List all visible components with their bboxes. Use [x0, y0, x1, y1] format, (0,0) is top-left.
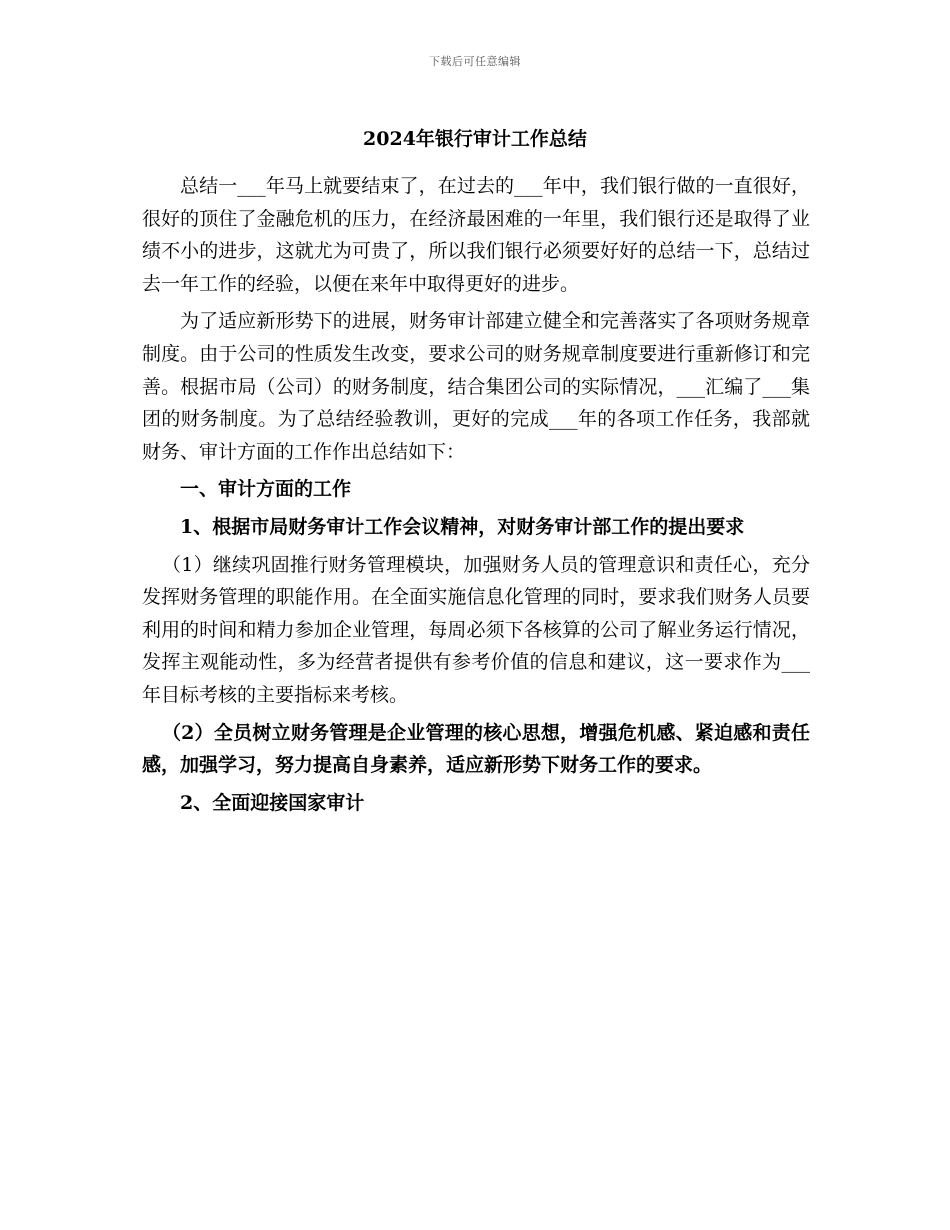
paragraph-intro: 总结一___年马上就要结束了，在过去的___年中，我们银行做的一直很好，很好的顶住了金融危机的压力，在经济最困难的一年里，我们银行还是取得了业绩不小的进步，这就尤为可贵了，所以我们银行必须要好好的总结一下，总结过去一年工作的经验，以便在来年中取得更好的进步。 [142, 175, 810, 295]
section-heading: 一、审计方面的工作 [180, 478, 352, 501]
header-note: 下载后可任意编辑 [429, 55, 521, 68]
paragraph-item-1: （1）继续巩固推行财务管理模块，加强财务人员的管理意识和责任心，充分发挥财务管理的职能作用。在全面实施信息化管理的同时，要求我们财务人员要利用的时间和精力参加企业管理，每周必须下各核算的公司了解业务运行情况，发挥主观能动性，多为经营者提供有参考价值的信息和建议，这一要求作为___年目标考核的主要指标来考核。 [142, 553, 810, 706]
document-title: 2024年银行审计工作总结 [363, 128, 587, 150]
document-body [142, 170, 810, 824]
paragraph-context: 为了适应新形势下的进展，财务审计部建立健全和完善落实了各项财务规章制度。由于公司的性质发生改变，要求公司的财务规章制度要进行重新修订和完善。根据市局（公司）的财务制度，结合集团公司的实际情况，___汇编了___集团的财务制度。为了总结经验教训，更好的完成___年的各项工作任务，我部就财务、审计方面的工作作出总结如下： [142, 310, 810, 463]
subsection-heading-2: 2、全面迎接国家审计 [180, 791, 365, 814]
paragraph-item-2: （2）全员树立财务管理是企业管理的核心思想，增强危机感、紧迫感和责任感，加强学习，努力提高自身素养，适应新形势下财务工作的要求。 [142, 721, 810, 777]
subsection-heading-1: 1、根据市局财务审计工作会议精神，对财务审计部工作的提出要求 [180, 515, 745, 538]
